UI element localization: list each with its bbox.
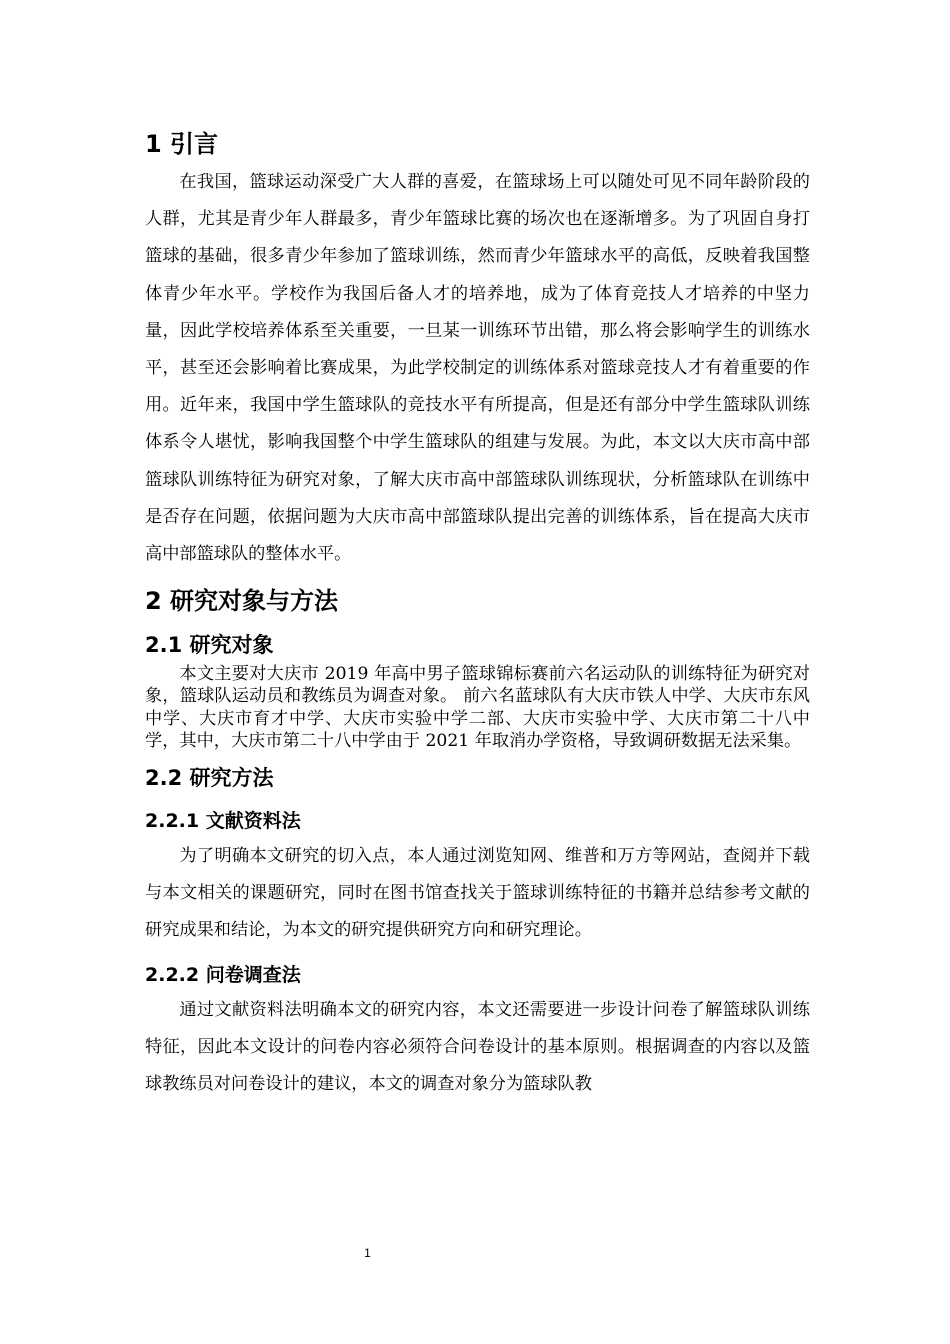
subsection-heading-methods: 2.2 研究方法 bbox=[145, 766, 274, 791]
subsection-heading-object: 2.1 研究对象 bbox=[145, 633, 274, 658]
subsubsection-heading-literature: 2.2.1 文献资料法 bbox=[145, 810, 301, 833]
subsubsection-heading-questionnaire: 2.2.2 问卷调查法 bbox=[145, 963, 301, 986]
section-heading-research: 2 研究对象与方法 bbox=[145, 587, 339, 616]
literature-paragraph: 为了明确本文研究的切入点，本人通过浏览知网、维普和万方等网站，查阅并下载与本文相关的课题研究，同时在图书馆查找关于篮球训练特征的书籍并总结参考文献的研究成果和结论，为本文的研究提供研究方向和研究理论。 bbox=[145, 846, 810, 941]
intro-paragraph: 在我国，篮球运动深受广大人群的喜爱，在篮球场上可以随处可见不同年龄阶段的人群，尤其是青少年人群最多，青少年篮球比赛的场次也在逐渐增多。为了巩固自身打篮球的基础，很多青少年参加了篮球训练，然而青少年篮球水平的高低，反映着我国整体青少年水平。学校作为我国后备人才的培养地，成为了体育竞技人才培养的中坚力量，因此学校培养体系至关重要，一旦某一训练环节出错，那么将会影响学生的训练水平，甚至还会影响着比赛成果，为此学校制定的训练体系对篮球竞技人才有着重要的作用。近年来，我国中学生篮球队的竞技水平有所提高，但是还有部分中学生篮球队训练体系令人堪忧，影响我国整个中学生篮球队的组建与发展。为此，本文以大庆市高中部篮球队训练特征为研究对象，了解大庆市高中部篮球队训练现状，分析篮球队在训练中是否存在问题，依据问题为大庆市高中部篮球队提出完善的训练体系，旨在提高大庆市高中部篮球队的整体水平。 bbox=[145, 172, 810, 565]
page-number: 1 bbox=[364, 1246, 371, 1260]
section-heading-intro: 1 引言 bbox=[145, 130, 219, 158]
page-content bbox=[145, 124, 810, 1103]
questionnaire-paragraph: 通过文献资料法明确本文的研究内容，本文还需要进一步设计问卷了解篮球队训练特征，因此本文设计的问卷内容必须符合问卷设计的基本原则。根据调查的内容以及篮球教练员对问卷设计的建议，本文的调查对象分为篮球队教 bbox=[145, 999, 810, 1095]
object-paragraph: 本文主要对大庆市 2019 年高中男子篮球锦标赛前六名运动队的训练特征为研究对象，篮球队运动员和教练员为调查对象。 前六名蓝球队有大庆市铁人中学、大庆市东风中学、大庆市育才中学、大庆市实验中学二部、大庆市实验中学、大庆市第二十八中学，其中，大庆市第二十八中学由于 2021 年取消办学资格，导致调研数据无法采集。 bbox=[145, 664, 810, 751]
